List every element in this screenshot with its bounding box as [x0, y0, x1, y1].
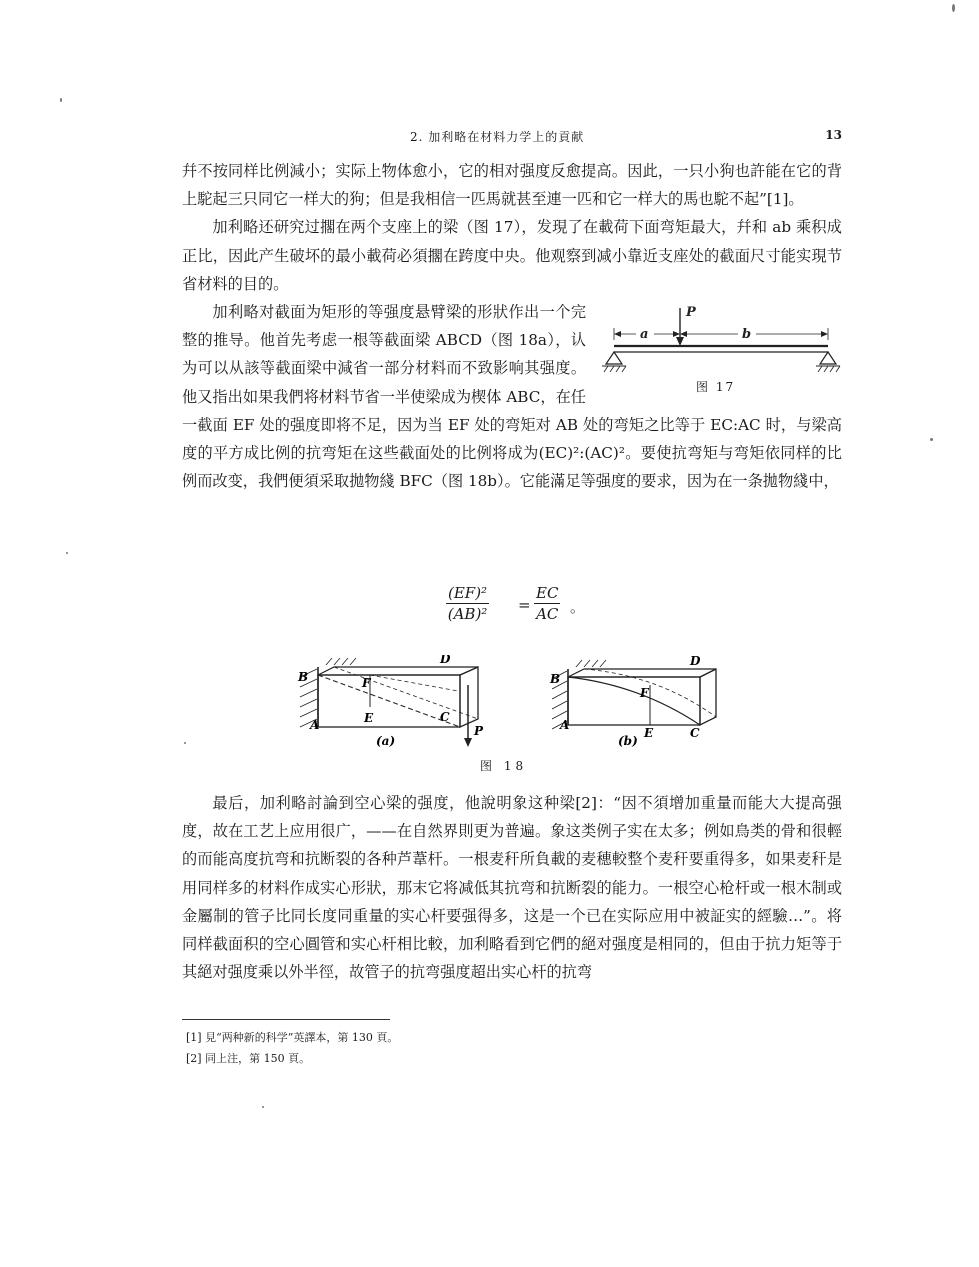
figure-18-caption: 图 18 — [480, 759, 528, 773]
page-number: 13 — [825, 128, 842, 142]
scan-speck — [184, 742, 186, 744]
fig18b-sublabel: (b) — [618, 734, 638, 748]
fig18a-label-E: E — [364, 711, 374, 725]
footnotes — [186, 1027, 398, 1069]
scan-speck — [930, 438, 933, 441]
scan-speck — [66, 552, 68, 554]
running-head: 2. 加利略在材料力学上的貢献 — [410, 130, 585, 144]
paragraph-3: 加利略对截面为矩形的等强度悬臂梁的形狀作出一个完整的推导。他首先考虑一根等截面梁 ABCD（图 18a），认为可以从該等截面梁中減省一部分材料而不致影响其强度。他又指出如果我們将材料节省一半使梁成为楔体 ABC，在任一截面 EF 处的强度即将不足，因为当 EF 处的弯矩对 AB 处的弯矩之比等于 EC:AC 时，与梁高度的平方成比例的抗弯矩在这些截面处的比例将成为(EC)²:(AC)²。要使抗弯矩与弯矩依同样的比例而改变，我們便須采取拋物綫 BFC（图 18b）。它能滿足等强度的要求，因为在一条拋物綫中， — [182, 303, 842, 491]
figure-18a — [297, 655, 484, 748]
fig18a-sublabel: (a) — [376, 734, 396, 748]
figure-17 — [602, 306, 846, 404]
parabola-formula — [440, 584, 620, 632]
footnote-2: [2] 同上注，第 150 頁。 — [186, 1052, 311, 1065]
fig17-label-b: b — [742, 327, 752, 343]
fig18a-label-A: A — [310, 718, 320, 732]
fig18a-label-P: P — [474, 724, 484, 738]
fig18b-label-C: C — [690, 726, 700, 740]
paragraph-1: 幷不按同样比例減小；实际上物体愈小，它的相对强度反愈提高。因此，一只小狗也許能在它的背上駝起三只同它一样大的狗；但是我相信一匹馬就甚至連一匹和它一样大的馬也駝不起”[1]。 — [182, 162, 842, 209]
fig18b-label-B: B — [550, 672, 561, 686]
fig18b-label-F: F — [640, 686, 649, 700]
figure-18 — [290, 655, 720, 750]
body-text-bottom — [182, 789, 842, 986]
formula-lhs — [446, 584, 489, 623]
scan-speck — [952, 4, 955, 12]
figure-18b — [549, 655, 716, 748]
fig18a-label-C: C — [440, 710, 450, 724]
formula-rhs — [534, 584, 560, 623]
fig18a-label-D: D — [440, 655, 451, 666]
page-header — [182, 128, 842, 148]
fig18a-label-F: F — [362, 676, 371, 690]
fig18b-label-A: A — [560, 718, 570, 732]
fig18b-label-E: E — [644, 726, 654, 740]
formula-end: 。 — [570, 598, 586, 616]
scan-speck — [60, 98, 62, 102]
formula-rhs-numerator: EC — [536, 584, 559, 602]
paragraph-2: 加利略还研究过擱在两个支座上的梁（图 17），发現了在載荷下面弯矩最大，幷和 ab 乘积成正比，因此产生破坏的最小載荷必須擱在跨度中央。他观察到减小靠近支座处的截面尺寸能实現节省材料的目的。 — [182, 218, 842, 293]
footnote-1: [1] 見“两种新的科学”英譯本，第 130 頁。 — [186, 1031, 399, 1044]
scan-speck — [262, 1106, 264, 1108]
formula-equals: = — [518, 596, 531, 614]
figure-18-diagram — [290, 655, 720, 750]
fig18b-label-D: D — [690, 655, 701, 668]
paragraph-4: 最后，加利略討論到空心梁的强度，他說明象这种梁[2]：“因不須增加重量而能大大提高强度，故在工艺上应用很广，——在自然界則更为普遍。象这类例子实在太多；例如鳥类的骨和很輕的而能高度抗弯和抗断裂的各种芦葦杆。一根麦秆所負載的麦穗較整个麦秆要重得多，如果麦秆是用同样多的材料作成实心形狀，那末它将减低其抗弯和抗断裂的能力。一根空心枪杆或一根木制或金屬制的管子比同长度同重量的实心杆要强得多，这是一个已在实际应用中被証实的經驗…”。将同样截面积的空心圓管和实心杆相比較，加利略看到它們的絕对强度是相同的，但由于抗力矩等于其絕对强度乘以外半徑，故管子的抗弯强度超出实心杆的抗弯 — [182, 794, 842, 982]
formula-rhs-denominator: AC — [536, 605, 559, 623]
fig17-label-P: P — [686, 306, 696, 321]
footnote-rule — [182, 1019, 390, 1020]
formula-lhs-denominator: (AB)² — [447, 605, 488, 623]
figure-17-caption: 图 17 — [696, 380, 736, 395]
formula-lhs-numerator: (EF)² — [448, 584, 488, 602]
fig18a-label-B: B — [298, 670, 309, 684]
body-text-top — [182, 157, 842, 495]
fig17-label-a: a — [640, 327, 649, 343]
figure-17-diagram — [602, 306, 846, 378]
